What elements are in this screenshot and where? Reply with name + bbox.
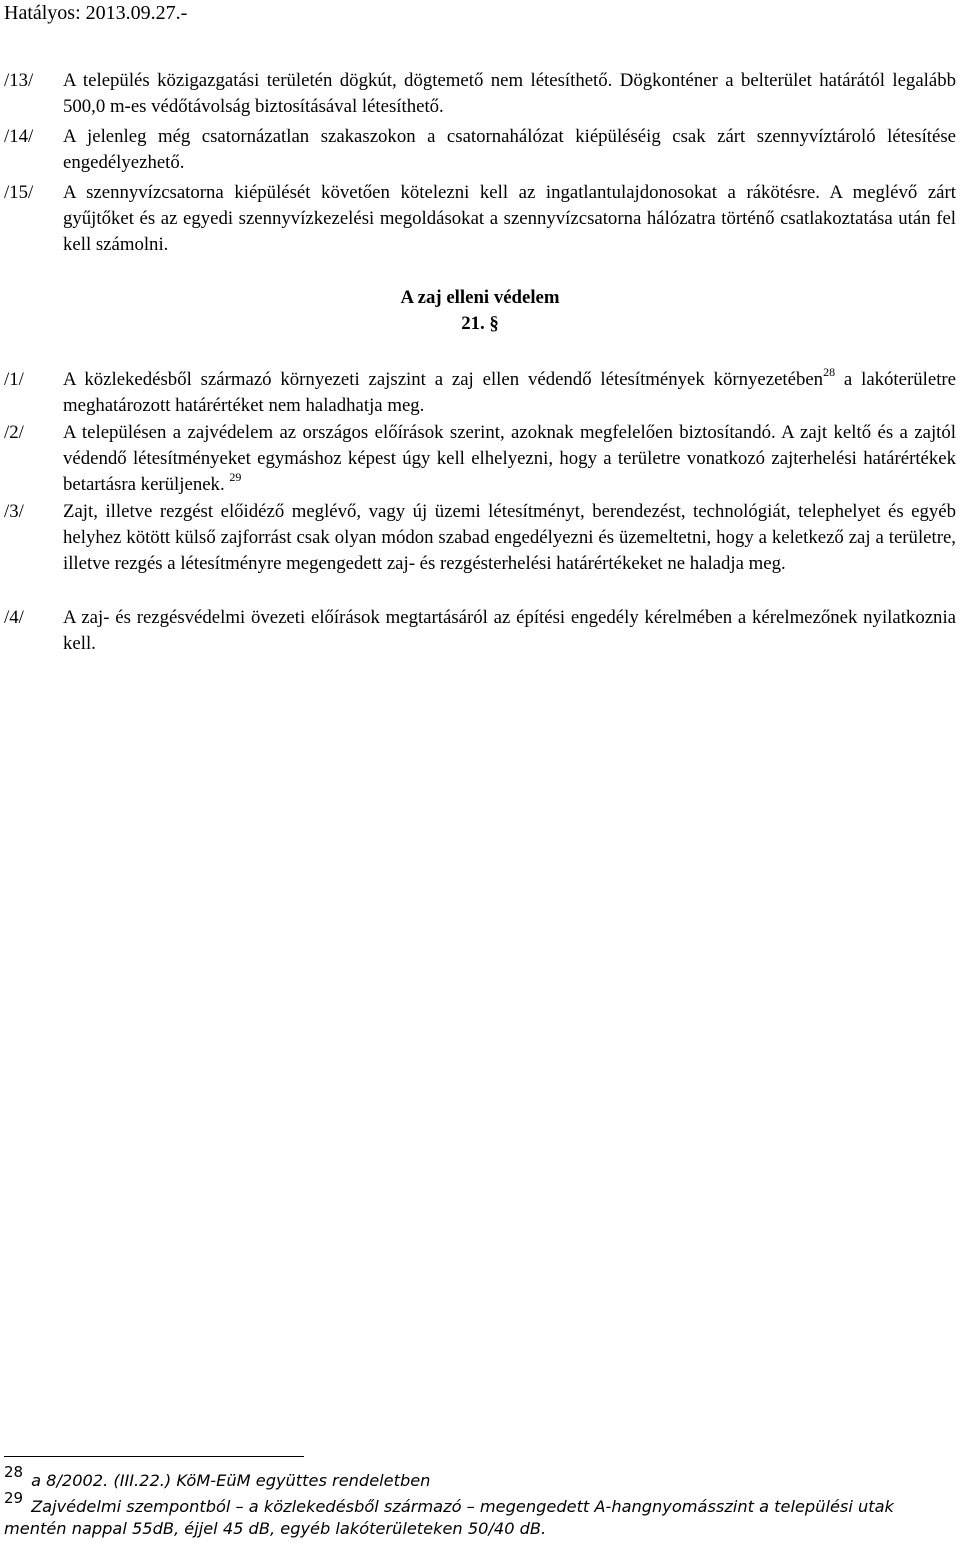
paragraph-text-b: a lakóterületre meghatározott határértéket nem haladhatja meg. bbox=[63, 369, 956, 416]
paragraph-1 bbox=[4, 364, 956, 419]
paragraph-number: /1/ bbox=[4, 369, 24, 390]
paragraph-2 bbox=[4, 420, 956, 498]
paragraph-text: A szennyvízcsatorna kiépülését követően kötelezni kell az ingatlantulajdonosokat a rákötésre. A meglévő zárt gyűjtőket és az egyedi szennyvízkezelési megoldásokat a szennyvízcsatorna hálózatra történő csatlakoztatása után fel kell számolni. bbox=[63, 182, 956, 255]
footnote-text: Zajvédelmi szempontból – a közlekedésből származó – megengedett A-hangnyomásszint a települési utak mentén nappal 55dB, éjjel 45 dB, egyéb lakóterületeken 50/40 dB. bbox=[4, 1497, 894, 1538]
paragraph-text: A település közigazgatási területén dögkút, dögtemető nem létesíthető. Dögkonténer a belterület határától legalább 500,0 m-es védőtávolság biztosításával létesíthető. bbox=[63, 70, 956, 117]
footnote-ref-29[interactable]: 29 bbox=[229, 469, 242, 484]
paragraph-14 bbox=[4, 124, 956, 176]
paragraph-3 bbox=[4, 499, 956, 577]
paragraph-13 bbox=[4, 68, 956, 120]
paragraph-number: /2/ bbox=[4, 422, 24, 443]
paragraph-text bbox=[63, 364, 956, 419]
paragraph-4 bbox=[4, 605, 956, 657]
section-title: A zaj elleni védelem bbox=[400, 287, 560, 308]
paragraph-text: A zaj- és rezgésvédelmi övezeti előírások megtartásáról az építési engedély kérelmében a kérelmezőnek nyilatkoznia kell. bbox=[63, 607, 956, 654]
paragraph-text-a: A közlekedésből származó környezeti zajszint a zaj ellen védendő létesítmények környezetében bbox=[63, 369, 824, 390]
paragraph-number: /3/ bbox=[4, 501, 24, 522]
validity-header: Hatályos: 2013.09.27.- bbox=[4, 2, 188, 24]
footnote-separator bbox=[4, 1456, 304, 1457]
footnote-28 bbox=[4, 1463, 958, 1492]
paragraph-number: /15/ bbox=[4, 182, 34, 203]
footnote-text: a 8/2002. (III.22.) KöM-EüM együttes rendeletben bbox=[31, 1471, 431, 1490]
paragraph-text: A jelenleg még csatornázatlan szakaszokon a csatornahálózat kiépüléséig csak zárt szennyvíztároló létesítése engedélyezhető. bbox=[63, 126, 956, 173]
paragraph-text: Zajt, illetve rezgést előidéző meglévő, vagy új üzemi létesítményt, berendezést, technológiát, telephelyet és egyéb helyhez kötött külső zajforrást csak olyan módon szabad engedélyezni és üzemeltetni, hogy a keletkező zaj a területre, illetve rezgés a létesítményre megengedett zaj- és rezgésterhelési határértékeket ne haladja meg. bbox=[63, 501, 956, 574]
footnote-ref-28[interactable]: 28 bbox=[823, 364, 836, 379]
footnote-number: 29 bbox=[4, 1489, 24, 1507]
paragraph-text bbox=[63, 420, 956, 498]
paragraph-number: /13/ bbox=[4, 70, 34, 91]
paragraph-number: /14/ bbox=[4, 126, 34, 147]
footnote-number: 28 bbox=[4, 1463, 24, 1481]
paragraph-text-a: A településen a zajvédelem az országos előírások szerint, azoknak megfelelően biztosítandó. A zajt keltő és a zajtól védendő létesítményeket egymáshoz képest úgy kell elhelyezni, hogy a területre vonatkozó zajterhelési határértékek betartásra kerüljenek. bbox=[63, 422, 956, 495]
footnote-29 bbox=[4, 1489, 958, 1540]
section-number: 21. § bbox=[461, 313, 499, 334]
paragraph-number: /4/ bbox=[4, 607, 24, 628]
paragraph-15 bbox=[4, 180, 956, 258]
